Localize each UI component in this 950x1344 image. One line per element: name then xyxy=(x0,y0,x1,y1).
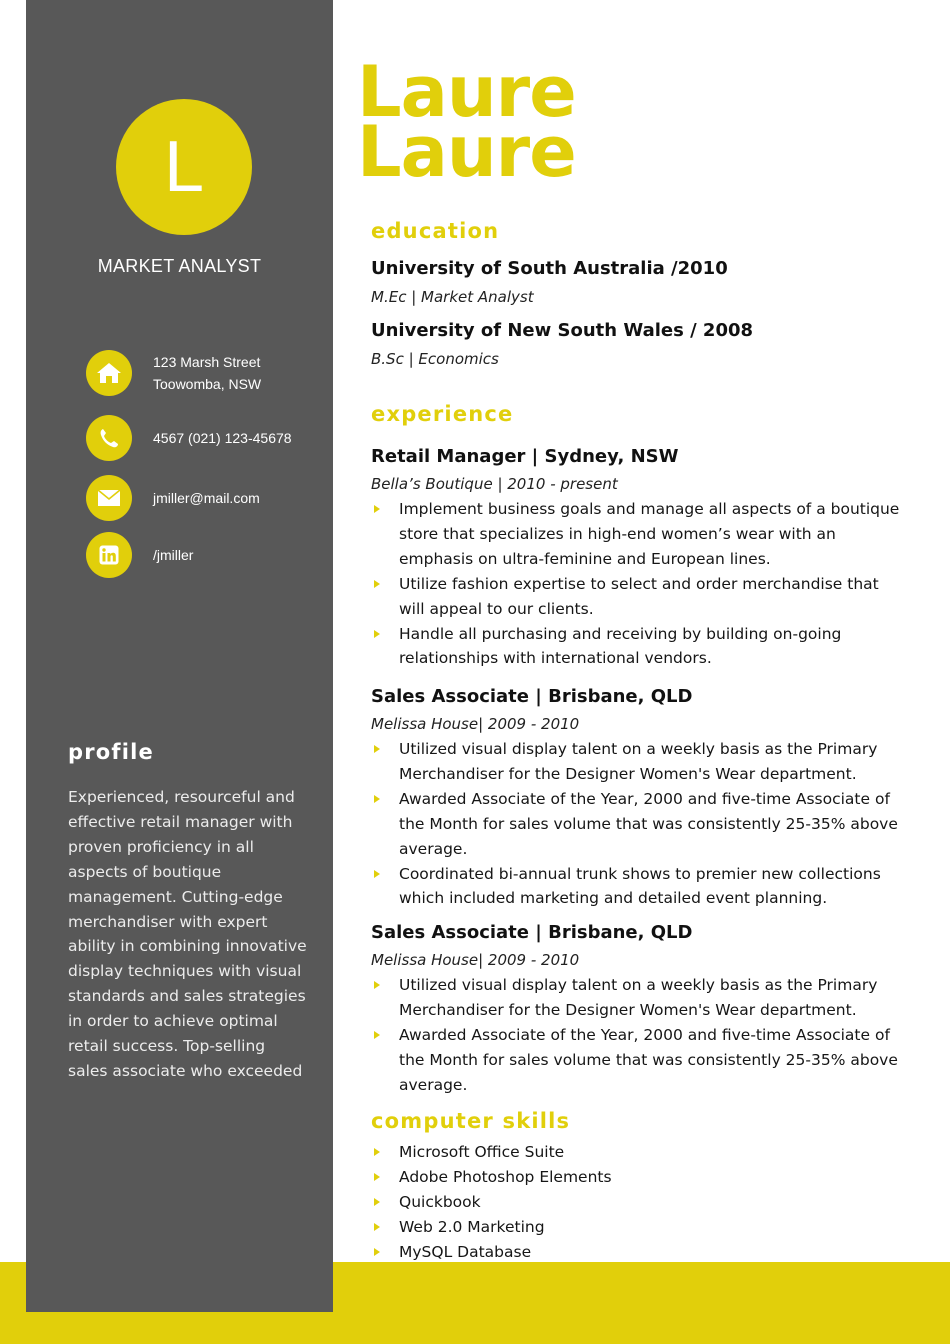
name-line1: Laure xyxy=(357,51,576,133)
phone-text: 4567 (021) 123-45678 xyxy=(153,430,292,446)
list-item: Coordinated bi-annual trunk shows to premier new collections which included marketing and detailed event planning. xyxy=(371,862,901,912)
list-item: Utilized visual display talent on a weekly basis as the Primary Merchandiser for the Designer Women's Wear department. xyxy=(371,973,901,1023)
list-item: Utilized visual display talent on a weekly basis as the Primary Merchandiser for the Designer Women's Wear department. xyxy=(371,737,901,787)
contact-phone xyxy=(86,415,292,461)
sidebar xyxy=(26,0,333,1312)
bullet-arrow-icon xyxy=(374,580,380,588)
address-line2: Toowomba, NSW xyxy=(153,376,262,392)
job-title-entry: Sales Associate | Brisbane, QLD xyxy=(371,922,693,943)
avatar xyxy=(116,99,252,235)
skills-list xyxy=(371,1140,901,1265)
experience-heading: experience xyxy=(371,402,514,426)
avatar-initial: L xyxy=(163,127,205,207)
job-bullets xyxy=(371,497,901,671)
linkedin-text: /jmiller xyxy=(153,547,194,563)
email-text: jmiller@mail.com xyxy=(153,490,260,506)
bullet-arrow-icon xyxy=(374,745,380,753)
bullet-arrow-icon xyxy=(374,630,380,638)
phone-icon xyxy=(86,415,132,461)
bullet-arrow-icon xyxy=(374,1248,380,1256)
bullet-arrow-icon xyxy=(374,1198,380,1206)
bullet-arrow-icon xyxy=(374,870,380,878)
job-title-entry: Sales Associate | Brisbane, QLD xyxy=(371,686,693,707)
bullet-arrow-icon xyxy=(374,1173,380,1181)
bullet-arrow-icon xyxy=(374,981,380,989)
list-item: Microsoft Office Suite xyxy=(371,1140,901,1165)
bullet-arrow-icon xyxy=(374,795,380,803)
contact-linkedin xyxy=(86,532,193,578)
job-title: MARKET ANALYST xyxy=(97,256,262,276)
skills-heading: computer skills xyxy=(371,1109,571,1133)
job-title-entry: Retail Manager | Sydney, NSW xyxy=(371,446,679,467)
education-school: University of New South Wales / 2008 xyxy=(371,320,754,341)
job-company: Melissa House| 2009 - 2010 xyxy=(371,715,580,733)
bullet-arrow-icon xyxy=(374,1031,380,1039)
profile-heading: profile xyxy=(68,740,154,764)
linkedin-icon xyxy=(86,532,132,578)
list-item: MySQL Database xyxy=(371,1240,901,1265)
list-item: Implement business goals and manage all aspects of a boutique store that specializes in high-end women’s wear with an emphasis on ultra-feminine and European lines. xyxy=(371,497,901,572)
job-company: Bella’s Boutique | 2010 - present xyxy=(371,475,618,493)
list-item: Awarded Associate of the Year, 2000 and five-time Associate of the Month for sales volume that was consistently 25-35% above average. xyxy=(371,1023,901,1098)
envelope-icon xyxy=(86,475,132,521)
contact-email xyxy=(86,475,260,521)
address-line1: 123 Marsh Street xyxy=(153,354,261,370)
list-item: Handle all purchasing and receiving by building on-going relationships with international vendors. xyxy=(371,622,901,672)
job-company: Melissa House| 2009 - 2010 xyxy=(371,951,580,969)
list-item: Quickbook xyxy=(371,1190,901,1215)
job-bullets xyxy=(371,973,901,1098)
list-item: Utilize fashion expertise to select and order merchandise that will appeal to our clients. xyxy=(371,572,901,622)
education-degree: M.Ec | Market Analyst xyxy=(371,288,534,306)
list-item: Web 2.0 Marketing xyxy=(371,1215,901,1240)
education-heading: education xyxy=(371,219,500,243)
list-item: Adobe Photoshop Elements xyxy=(371,1165,901,1190)
bullet-arrow-icon xyxy=(374,1148,380,1156)
bullet-arrow-icon xyxy=(374,1223,380,1231)
home-icon xyxy=(86,350,132,396)
list-item: Awarded Associate of the Year, 2000 and five-time Associate of the Month for sales volume that was consistently 25-35% above average. xyxy=(371,787,901,862)
contact-address xyxy=(86,350,261,396)
education-school: University of South Australia /2010 xyxy=(371,258,728,279)
name-line2: Laure xyxy=(357,111,576,193)
job-bullets xyxy=(371,737,901,911)
candidate-name xyxy=(357,51,576,193)
profile-text: Experienced, resourceful and effective retail manager with proven proficiency in all aspects of boutique management. Cutting-edge merchandiser with expert ability in combining innovative display techniques with visual standards and sales strategies in order to achieve optimal retail success. Top-selling sales associate who exceeded xyxy=(68,788,307,1080)
bullet-arrow-icon xyxy=(374,505,380,513)
education-degree: B.Sc | Economics xyxy=(371,350,499,368)
